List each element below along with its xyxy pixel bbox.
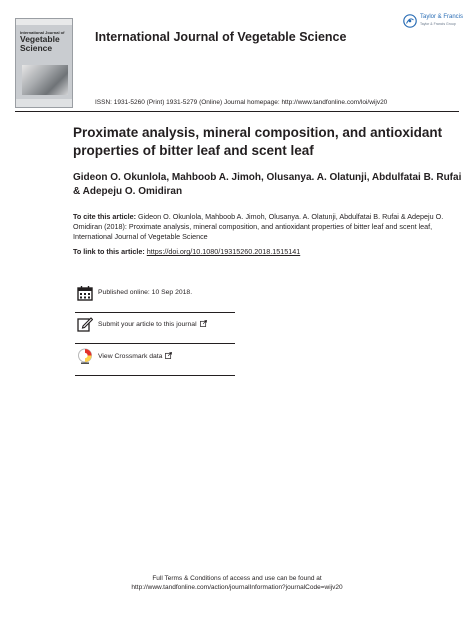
article-link-block (73, 247, 458, 257)
cover-title (20, 31, 72, 52)
crossmark-text: View Crossmark data (98, 353, 163, 360)
publisher-logo[interactable] (403, 12, 463, 30)
article-authors: Gideon O. Okunlola, Mahboob A. Jimoh, Olusanya. A. Olatunji, Abdulfatai B. Rufai & Adepeju O. Omidiran (73, 172, 462, 197)
submit-article-row[interactable] (75, 314, 235, 344)
header-divider (15, 111, 459, 112)
published-online-row (75, 283, 235, 313)
cover-title-line1: International Journal of (20, 30, 65, 35)
crossmark-icon (77, 348, 93, 364)
cover-bottom-band (16, 99, 72, 107)
doi-link[interactable]: https://doi.org/10.1080/19315260.2018.1515141 (146, 247, 301, 256)
terms-footer (0, 574, 474, 592)
journal-cover-image (15, 18, 73, 108)
external-link-icon (200, 320, 207, 327)
calendar-icon (77, 285, 93, 301)
publisher-subname: Taylor & Francis Group (420, 22, 456, 26)
edit-icon (77, 316, 93, 332)
taylor-francis-logo-icon (403, 14, 417, 28)
external-link-icon (165, 352, 172, 359)
published-online-text: Published online: 10 Sep 2018. (98, 289, 193, 296)
terms-line2[interactable]: http://www.tandfonline.com/action/journalInformation?journalCode=wijv20 (131, 584, 343, 591)
submit-article-link[interactable] (98, 320, 207, 328)
cover-title-line2: Vegetable (20, 34, 60, 44)
cover-photo (22, 65, 68, 95)
terms-line1: Full Terms & Conditions of access and use can be found at (152, 575, 322, 582)
crossmark-link[interactable] (98, 352, 172, 360)
crossmark-row[interactable] (75, 346, 235, 376)
cover-title-line3: Science (20, 42, 53, 53)
link-label: To link to this article: (73, 247, 145, 256)
citation-text: Gideon O. Okunlola, Mahboob A. Jimoh, Olusanya. A. Olatunji, Abdulfatai B. Rufai & Adepeju O. Omidiran (2018): Proximate analysis, mineral composition, and antioxidant properties of bitter leaf and scent leaf, International Journal of Vegetable Science (73, 212, 444, 242)
journal-title[interactable]: International Journal of Vegetable Science (95, 30, 347, 44)
row-divider (75, 312, 235, 313)
row-divider (75, 375, 235, 376)
article-title: Proximate analysis, mineral composition, and antioxidant properties of bitter leaf and scent leaf (73, 125, 443, 158)
issn-homepage-line: ISSN: 1931-5260 (Print) 1931-5279 (Online) Journal homepage: http://www.tandfonline.com/loi/wijv20 (95, 99, 388, 106)
row-divider (75, 343, 235, 344)
cover-top-band (16, 19, 72, 25)
submit-article-text: Submit your article to this journal (98, 321, 197, 328)
publisher-name: Taylor & Francis (420, 14, 464, 20)
citation-label: To cite this article: (73, 212, 136, 221)
citation-block (73, 212, 458, 243)
